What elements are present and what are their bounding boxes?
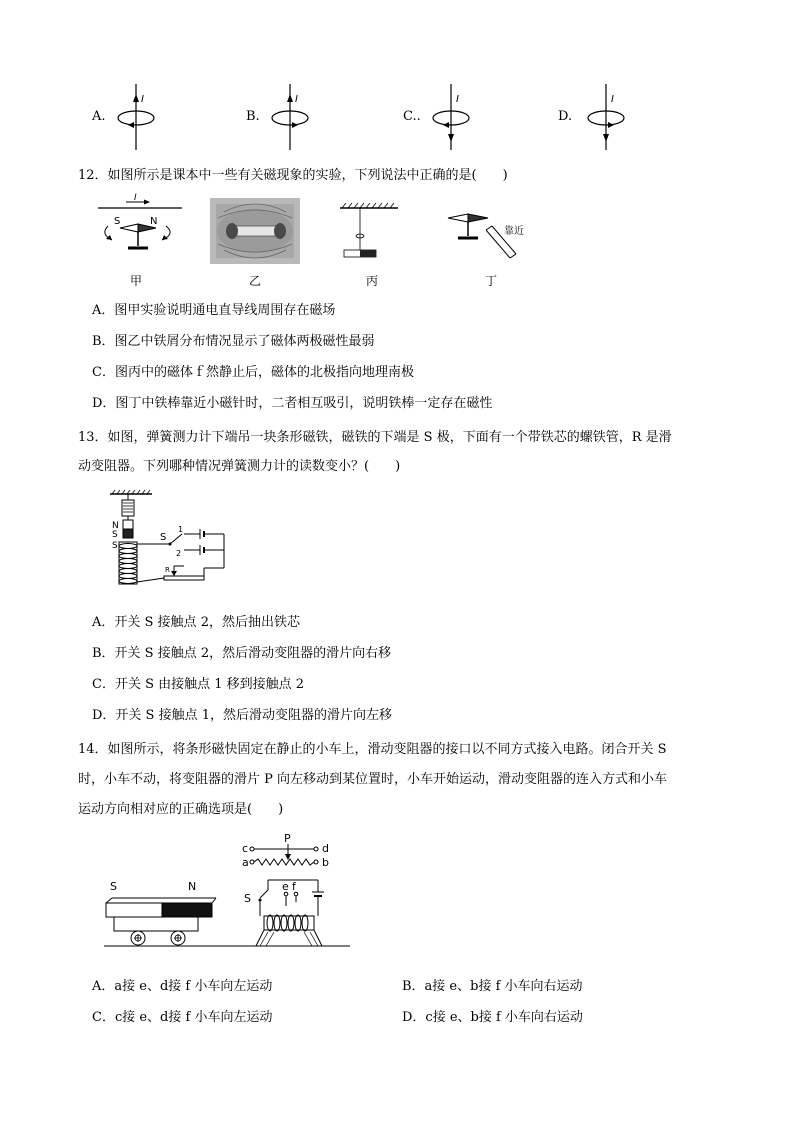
current-label: I [141,94,144,105]
current-label: I [295,94,298,105]
q11-option-a [92,80,172,152]
core-s-label: S [112,541,118,551]
q14-option-c: C．c接 e、d接 f 小车向左运动 [92,1010,273,1025]
q14-option-a: A．a接 e、d接 f 小车向左运动 [92,979,273,994]
q14-figure-cart-circuit [100,828,354,954]
q13-option-b: B．开关 S 接触点 2，然后滑动变阻器的滑片向右移 [92,646,392,661]
q12-figure-ding [446,206,536,264]
q12-figure-yi [210,198,300,264]
terminal-f-label: f [292,880,296,893]
contact-1-label: 1 [178,525,184,534]
option-label: B. [246,109,260,124]
q12-option-c: C．图丙中的磁体ｆ然静止后，磁体的北极指向地理南极 [92,365,414,380]
q12-option-d: D．图丁中铁棒靠近小磁针时，二者相互吸引，说明铁棒一定存在磁性 [92,396,493,411]
n-pole-label: N [112,521,119,531]
q14-option-d: D．c接 e、b接 f 小车向右运动 [402,1010,583,1025]
q12-stem: 12．如图所示是课本中一些有关磁现象的实验，下列说法中正确的是( ) [78,168,508,183]
current-loop-figure [584,80,640,152]
q14-stem-line2: 时，小车不动，将变阻器的滑片 P 向左移动到某位置时，小车开始运动，滑动变阻器的连入方式和小车 [78,772,668,787]
q11-option-d [558,80,642,152]
figure-caption: 乙 [249,274,262,288]
figure-caption: 丁 [485,274,498,288]
q12-figure-jia [92,192,188,262]
magnet-s-label: S [110,880,117,893]
current-label: I [134,193,137,203]
option-label: D. [558,109,573,124]
rheostat-label: R [165,566,170,574]
current-loop-figure [429,80,485,152]
q13-stem-line1: 13．如图，弹簧测力计下端吊一块条形磁铁，磁铁的下端是 S 极，下面有一个带铁芯的螺铁管，R 是滑 [78,430,672,445]
terminal-a-label: a [242,856,249,869]
switch-label: S [160,532,167,543]
option-label: A. [92,109,106,124]
current-loop-figure [114,80,170,152]
contact-2-label: 2 [176,549,182,558]
n-pole-label: N [150,216,158,227]
q13-option-d: D．开关 S 接触点 1，然后滑动变阻器的滑片向左移 [92,708,392,723]
terminal-d-label: d [322,842,329,855]
slider-p-label: P [284,832,291,845]
figure-caption: 丙 [366,274,379,288]
q13-stem-line2: 动变阻器。下列哪种情况弹簧测力计的读数变小？( ) [78,459,401,474]
current-loop-figure [268,80,324,152]
figure-caption: 甲 [130,274,143,288]
magnet-n-label: N [188,880,197,893]
q13-option-c: C．开关 S 由接触点 1 移到接触点 2 [92,677,305,692]
q14-option-b: B．a接 e、b接 f 小车向右运动 [402,979,583,994]
q13-figure-circuit [104,488,232,588]
q14-stem-line1: 14．如图所示，将条形磁快固定在静止的小车上，滑动变阻器的接口以不同方式接入电路。闭合开关 S [78,742,667,757]
q14-stem-line3: 运动方向相对应的正确选项是( ) [78,802,284,817]
option-label: C.. [403,109,421,124]
q11-option-c [403,80,487,152]
s-pole-label: S [112,530,118,540]
current-label: I [456,94,459,105]
q12-figure-bing [336,200,402,264]
near-label: 靠近 [504,226,524,237]
q12-option-a: A．图甲实验说明通电直导线周围存在磁场 [92,303,336,318]
s-pole-label: S [114,216,121,227]
terminal-b-label: b [322,856,329,869]
q13-option-a: A．开关 S 接触点 2，然后抽出铁芯 [92,615,300,630]
switch-label: S [244,892,251,905]
terminal-e-label: e [282,880,289,893]
q11-option-b [246,80,326,152]
current-label: I [611,94,614,105]
terminal-c-label: c [242,842,249,855]
q12-option-b: B．图乙中铁屑分布情况显示了磁体两极磁性最弱 [92,334,375,349]
